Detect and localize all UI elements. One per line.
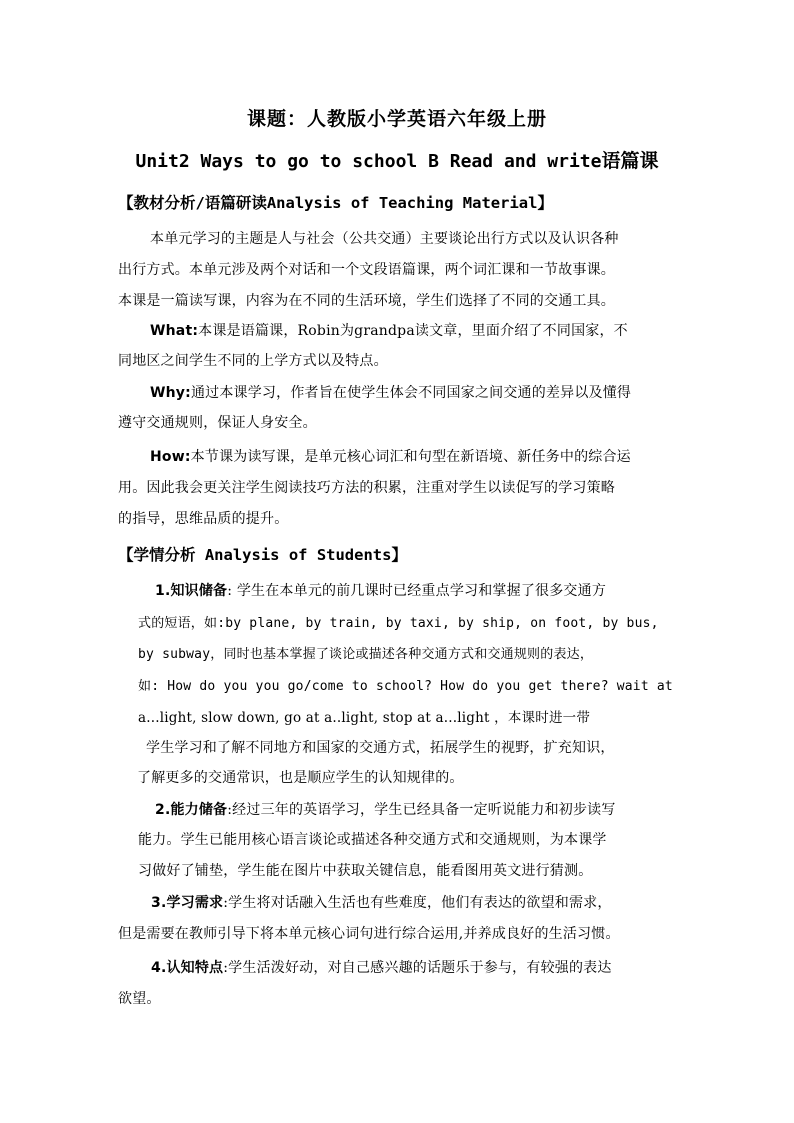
- paragraph-line: 本单元学习的主题是人与社会（公共交通）主要谈论出行方式以及认识各种: [150, 231, 619, 247]
- item1-line: by subway，同时也基本掌握了谈论或描述各种交通方式和交通规则的表达，: [138, 647, 594, 662]
- lesson-subtitle-cn: 语篇课: [601, 150, 659, 172]
- how-line: How:本节课为读写课，是单元核心词汇和句型在新语境、新任务中的综合运: [150, 449, 631, 465]
- what-label: What:: [150, 323, 199, 339]
- item3-line: 3.学习需求:学生将对话融入生活也有些难度，他们有表达的欲望和需求，: [151, 895, 612, 911]
- item1-line: a...light, slow down, go at a..light, stop at a...light ，本课时进一带: [138, 710, 591, 726]
- section-heading-students: 【学情分析 Analysis of Students】: [118, 546, 407, 564]
- item2-label: 2.能力储备: [155, 802, 228, 818]
- lesson-title: 课题：人教版小学英语六年级上册: [246, 108, 547, 130]
- item4-label: 4.认知特点: [151, 960, 224, 976]
- paragraph-line: 出行方式。本单元涉及两个对话和一个文段语篇课，两个词汇课和一节故事课。: [118, 262, 615, 278]
- why-line: Why:通过本课学习，作者旨在使学生体会不同国家之间交通的差异以及懂得: [150, 385, 632, 401]
- what-line: 同地区之间学生不同的上学方式以及特点。: [118, 353, 388, 369]
- item1-label: 1.知识储备: [155, 583, 228, 599]
- item1-line: 了解更多的交通常识，也是顺应学生的认知规律的。: [137, 770, 464, 786]
- what-line: What:本课是语篇课，Robin为grandpa读文章，里面介绍了不同国家，不: [150, 323, 628, 339]
- why-label: Why:: [150, 385, 191, 401]
- item1-line: 学生学习和了解不同地方和国家的交通方式，拓展学生的视野，扩充知识，: [146, 740, 615, 756]
- item3-line: 但是需要在教师引导下将本单元核心词句进行综合运用,并养成良好的生活习惯。: [118, 926, 620, 942]
- paragraph-line: 本课是一篇读写课，内容为在不同的生活环境，学生们选择了不同的交通工具。: [118, 293, 615, 309]
- item2-line: 2.能力储备:经过三年的英语学习，学生已经具备一定听说能力和初步读写: [155, 802, 616, 818]
- item2-line: 习做好了铺垫，学生能在图片中获取关键信息，能看图用英文进行猜测。: [138, 863, 593, 879]
- section-heading-material: 【教材分析/语篇研读Analysis of Teaching Material】: [118, 194, 553, 212]
- how-line: 的指导，思维品质的提升。: [118, 511, 289, 527]
- why-line: 遵守交通规则，保证人身安全。: [118, 415, 317, 431]
- lesson-subtitle-en: Unit2 Ways to go to school B Read and write: [135, 151, 602, 172]
- item1-line: 如: How do you you go/come to school? How do you get there? wait at: [138, 679, 673, 694]
- item1-line: 1.知识储备: 学生在本单元的前几课时已经重点学习和掌握了很多交通方: [155, 583, 607, 599]
- item3-label: 3.学习需求: [151, 895, 224, 911]
- item4-line: 4.认知特点:学生活泼好动，对自己感兴趣的话题乐于参与，有较强的表达: [151, 960, 612, 976]
- how-line: 用。因此我会更关注学生阅读技巧方法的积累，注重对学生以读促写的学习策略: [118, 480, 615, 496]
- item4-line: 欲望。: [118, 991, 161, 1007]
- item2-line: 能力。学生已能用核心语言谈论或描述各种交通方式和交通规则，为本课学: [138, 832, 607, 848]
- how-label: How:: [150, 449, 191, 465]
- item1-line: 式的短语，如:by plane, by train, by taxi, by ship, on foot, by bus,: [138, 616, 659, 631]
- lesson-subtitle: [0, 146, 794, 173]
